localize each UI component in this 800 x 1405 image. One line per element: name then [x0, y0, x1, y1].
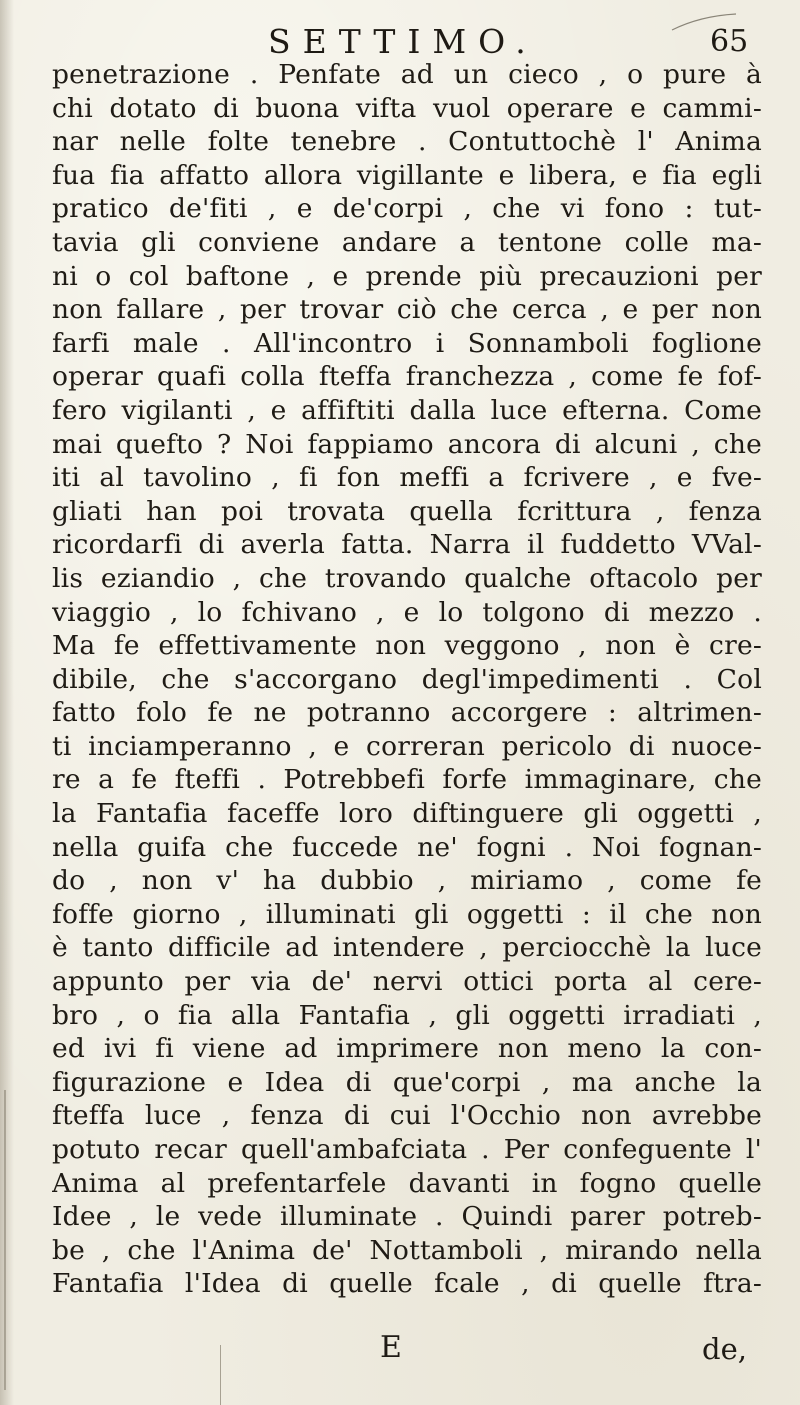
text-line: ti inciamperanno , e correran pericolo di nuoce- — [52, 730, 762, 762]
text-line: operar quafi colla fteffa franchezza , come fe fof- — [52, 361, 762, 393]
text-line: tavia gli conviene andare a tentone colle ma- — [52, 226, 762, 258]
text-line: Fantafia l'Idea di quelle fcale , di quelle ftra- — [52, 1268, 762, 1300]
text-line: foffe giorno , illuminati gli oggetti : il che non — [52, 898, 762, 930]
text-line: è tanto difficile ad intendere , perciocchè la luce — [52, 932, 762, 964]
text-line: iti al tavolino , fi fon meffi a fcrivere , e fve- — [52, 462, 762, 494]
text-line: non fallare , per trovar ciò che cerca , e per non — [52, 294, 762, 326]
text-line: bro , o fia alla Fantafia , gli oggetti irradiati , — [52, 999, 762, 1031]
page-footer — [0, 1330, 800, 1370]
page-header — [0, 10, 800, 60]
running-title: SETTIMO. — [268, 22, 538, 61]
text-line: Anima al prefentarfele davanti in fogno quelle — [52, 1167, 762, 1199]
text-line: nella guifa che fuccede ne' fogni . Noi fognan- — [52, 831, 762, 863]
text-line: ni o col baftone , e prende più precauzioni per — [52, 260, 762, 292]
text-line: Idee , le vede illuminate . Quindi parer potreb- — [52, 1201, 762, 1233]
text-line: fua fia affatto allora vigillante e libera, e fia egli — [52, 159, 762, 191]
signature-mark: E — [380, 1330, 402, 1365]
text-line: fteffa luce , fenza di cui l'Occhio non avrebbe — [52, 1100, 762, 1132]
text-line: farfi male . All'incontro i Sonnamboli foglione — [52, 327, 762, 359]
text-line: la Fantafia faceffe loro diftinguere gli oggetti , — [52, 798, 762, 830]
margin-line — [220, 1345, 221, 1405]
page-number: 65 — [710, 24, 749, 59]
catchword: de, — [702, 1332, 747, 1366]
page-edge-shadow — [0, 0, 14, 1405]
text-line: be , che l'Anima de' Nottamboli , mirando nella — [52, 1234, 762, 1266]
text-line: re a fe fteffi . Potrebbefi forfe immaginare, che — [52, 764, 762, 796]
text-line: dibile, che s'accorgano degl'impedimenti . Col — [52, 663, 762, 695]
text-line: appunto per via de' nervi ottici porta al cere- — [52, 966, 762, 998]
text-line: gliati han poi trovata quella fcrittura , fenza — [52, 495, 762, 527]
text-line: lis eziandio , che trovando qualche oftacolo per — [52, 562, 762, 594]
text-line: potuto recar quell'ambafciata . Per confeguente l' — [52, 1134, 762, 1165]
body-text — [52, 58, 762, 1301]
text-line: ricordarfi di averla fatta. Narra il fuddetto VVal- — [52, 529, 762, 561]
text-line: mai quefto ? Noi fappiamo ancora di alcuni , che — [52, 428, 762, 460]
text-line: fatto folo fe ne potranno accorgere : altrimen- — [52, 697, 762, 729]
text-line: fero vigilanti , e affiftiti dalla luce efterna. Come — [52, 394, 762, 426]
text-line: chi dotato di buona vifta vuol operare e cammi- — [52, 92, 762, 124]
text-line: viaggio , lo fchivano , e lo tolgono di mezzo . — [52, 596, 762, 628]
text-line: figurazione e Idea di que'corpi , ma anche la — [52, 1066, 762, 1098]
text-line: penetrazione . Penfate ad un cieco , o pure à — [52, 59, 762, 90]
text-line: nar nelle folte tenebre . Contuttochè l' Anima — [52, 126, 762, 158]
text-line: ed ivi fi viene ad imprimere non meno la con- — [52, 1033, 762, 1065]
text-line: pratico de'fiti , e de'corpi , che vi fono : tut- — [52, 193, 762, 225]
text-line: do , non v' ha dubbio , miriamo , come fe — [52, 865, 762, 897]
text-line: Ma fe effettivamente non veggono , non è cre- — [52, 630, 762, 662]
